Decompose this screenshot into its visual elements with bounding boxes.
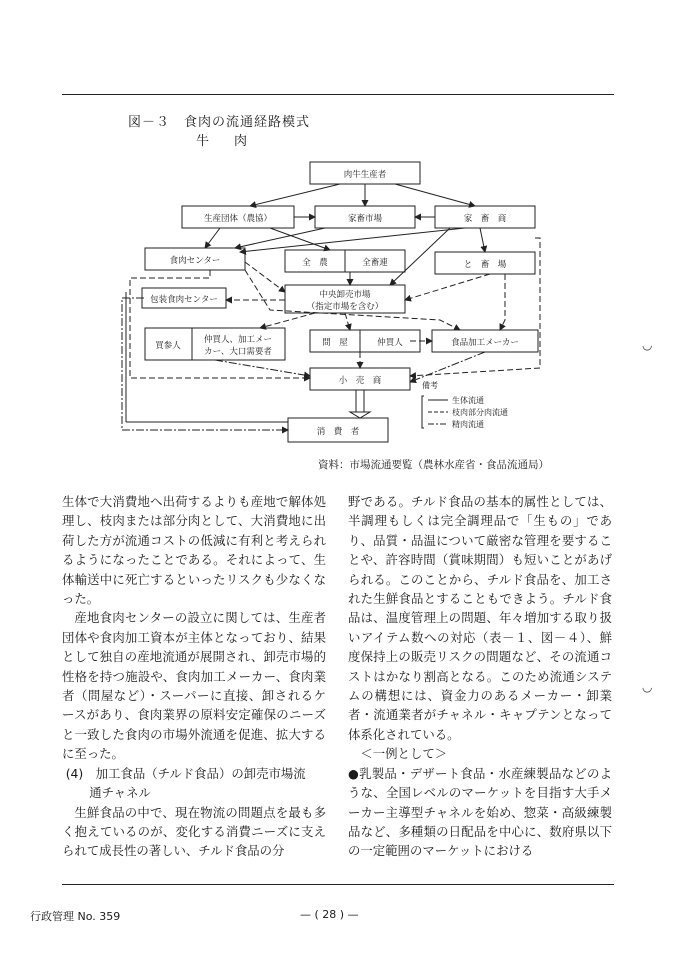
paragraph: 生鮮食品の中で、現在物流の問題点を最も多く抱えているのが、変化する消費ニーズに支えられて成長性の著しい、チルド食品の分 bbox=[62, 804, 326, 859]
broker-label-2: カー、大口需要者 bbox=[204, 347, 272, 357]
wholesaler-label: 問 屋 bbox=[322, 338, 348, 348]
legend-title: 備考 bbox=[422, 381, 438, 390]
paragraph: 通チャネル bbox=[89, 785, 151, 801]
legend-branch: 枝肉部分肉流通 bbox=[452, 408, 508, 417]
central-market-label-1: 中央卸売市場 bbox=[319, 290, 371, 300]
broker2-label: 仲買人 bbox=[377, 338, 403, 348]
publication-footer: 行政管理 No. 359 bbox=[30, 910, 121, 923]
distribution-flow-diagram bbox=[110, 150, 550, 450]
slaughter-dealer-label: と 畜 場 bbox=[463, 260, 507, 270]
packing-center-label: 包装食肉センター bbox=[150, 295, 218, 305]
producer-label: 肉牛生産者 bbox=[343, 170, 387, 180]
producer-group-label: 生産団体（農協） bbox=[203, 214, 273, 224]
left-text-column bbox=[62, 492, 326, 861]
paragraph: 野である。チルド食品の基本的属性としては、半調理もしくは完全調理品で「生もの」であり、品質・品温について厳密な管理を要することや、許容時間（賞味期間）も短いことがあげられる。このことから、チルド食品を、加工された生鮮食品とすることもできよう。チルド食品は、温度管理上の問題、年々増加する取り扱いアイテム数への対応（表－１、図－４）、鮮度保持上の販売リスクの問題など、その流通コストはかなり割高となる。このため流通システムの構想には、資金力のあるメーカー・卸業者・流通業者がチャネル・キャプテンとなって体系化されている。 bbox=[348, 494, 612, 742]
figure-subtitle: 牛 肉 bbox=[196, 134, 254, 149]
right-text-column bbox=[348, 492, 612, 861]
paragraph: ●乳製品・デザート食品・水産練製品などのような、全国レベルのマーケットを目指す大手メーカー主導型チャネルを始め、惣菜・高級練製品など、多種類の日配品を中心に、数府県以下の一定範囲のマーケットにおける bbox=[348, 765, 612, 859]
figure-title: 図－３ 食肉の流通経路模式 bbox=[128, 115, 311, 130]
top-rule bbox=[62, 94, 614, 95]
diagram-legend bbox=[422, 380, 508, 429]
broker-label-1: 仲買人、加工メー bbox=[203, 335, 273, 345]
paragraph: (4) 加工食品（チルド食品）の卸売市場流 bbox=[65, 765, 306, 781]
livestock-market-label: 家畜市場 bbox=[347, 214, 383, 224]
legend-meat: 精肉流通 bbox=[452, 420, 484, 429]
paragraph: 産地食肉センターの設立に関しては、生産者団体や食肉加工資本が主体となっており、結果として独自の産地流通が展開され、卸売市場的性格を持つ施設や、食肉加工メーカー、食肉業者（問屋など）・スーパーに直接、卸されるケースがあり、食肉業界の原料安定確保のニーズと一致した食肉の市場外流通を促進、拡大するに至った。 bbox=[62, 610, 326, 762]
consumer-label: 消 費 者 bbox=[316, 427, 360, 437]
figure-source: 資料：市場流通要覧（農林水産省・食品流通局） bbox=[318, 459, 549, 471]
bottom-rule bbox=[62, 884, 614, 885]
livestock-dealer-label: 家 畜 商 bbox=[463, 214, 507, 224]
processor-label: 食品加工メーカー bbox=[451, 338, 519, 348]
margin-mark: ◡ bbox=[642, 338, 653, 352]
zenchikuren-label: 全畜連 bbox=[362, 258, 388, 268]
paragraph: ＜一例として＞ bbox=[360, 746, 448, 762]
buyer-label: 買参人 bbox=[155, 341, 181, 351]
meat-center-label: 食肉センター bbox=[169, 256, 221, 266]
paragraph: 生体で大消費地へ出荷するよりも産地で解体処理し、枝肉または部分肉として、大消費地に出荷した方が流通コストの低減に有利と考えられるようになったことである。それによって、生体輸送中に死亡するといったリスクも少なくなった。 bbox=[62, 494, 326, 607]
zennoh-label: 全 農 bbox=[302, 258, 328, 268]
margin-mark: ◡ bbox=[642, 680, 653, 694]
legend-live: 生体流通 bbox=[452, 396, 484, 405]
central-market-label-2: （指定市場を含む） bbox=[306, 302, 384, 312]
retailer-label: 小 売 商 bbox=[338, 376, 382, 386]
page-number: — ( 28 ) — bbox=[300, 908, 359, 921]
